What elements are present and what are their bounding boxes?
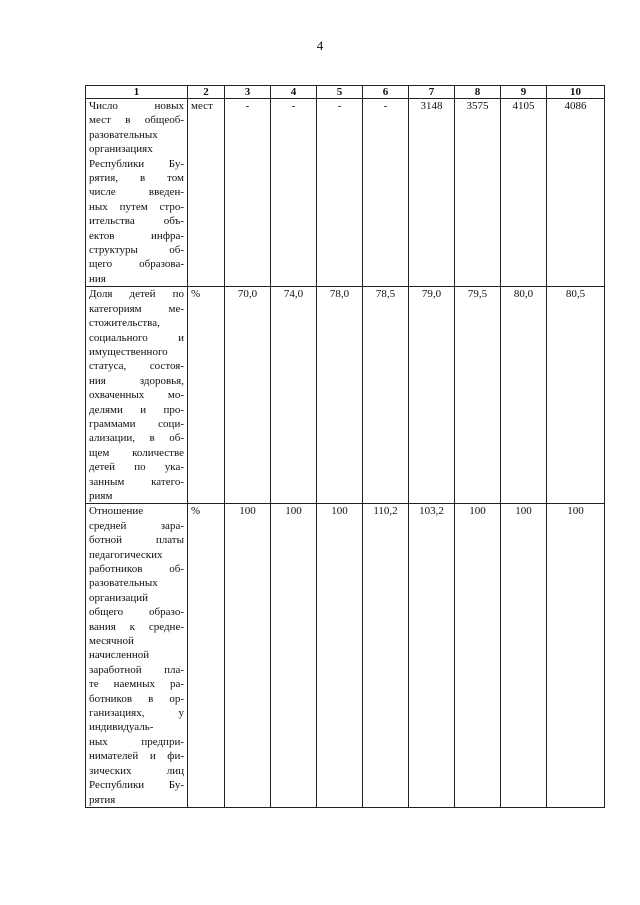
indicator-name-line: разовательных xyxy=(89,577,158,590)
indicator-name-line: Отношение xyxy=(89,505,144,518)
indicator-name-line: работников об- xyxy=(89,563,184,575)
indicator-name-line: ных предпри- xyxy=(89,735,184,748)
indicator-name-line: детей по ука- xyxy=(89,461,184,474)
indicator-name-line: занным катего- xyxy=(89,475,184,488)
indicator-name-line: делями и про- xyxy=(89,403,184,416)
indicator-name-line: статуса, состоя- xyxy=(89,360,184,373)
value-cell: 78,0 xyxy=(317,287,363,504)
value-cell: 100 xyxy=(547,504,605,808)
value-cell: 79,0 xyxy=(409,287,455,504)
indicator-name-line: заработной пла- xyxy=(89,663,184,676)
column-header: 6 xyxy=(363,86,409,99)
value-cell: 78,5 xyxy=(363,287,409,504)
column-header: 9 xyxy=(501,86,547,99)
page-number: 4 xyxy=(316,38,324,53)
indicator-name-line: рятия xyxy=(89,793,116,806)
column-header: 7 xyxy=(409,86,455,99)
value-cell: - xyxy=(225,99,271,287)
indicator-name-line: стожительства, xyxy=(89,317,160,330)
column-header: 1 xyxy=(86,86,188,99)
value-cell: 110,2 xyxy=(363,504,409,808)
value-cell: 100 xyxy=(271,504,317,808)
indicator-name-cell xyxy=(86,287,188,504)
indicator-name-line: ния xyxy=(89,272,106,285)
indicator-name-line: граммами соци- xyxy=(89,417,184,430)
column-header: 2 xyxy=(188,86,225,99)
column-header: 10 xyxy=(547,86,605,99)
indicator-name-line: мест в общеоб- xyxy=(89,114,184,127)
indicator-name-line: Число новых xyxy=(89,100,184,112)
column-header: 4 xyxy=(271,86,317,99)
value-cell: 79,5 xyxy=(455,287,501,504)
column-header: 3 xyxy=(225,86,271,99)
indicator-name-line: риям xyxy=(89,489,113,502)
unit-cell: % xyxy=(188,504,225,808)
value-cell: - xyxy=(363,99,409,287)
value-cell: 3575 xyxy=(455,99,501,287)
indicator-name-line: индивидуаль- xyxy=(89,721,154,734)
table-row xyxy=(86,287,605,504)
value-cell: 4105 xyxy=(501,99,547,287)
indicator-name-line: ных путем стро- xyxy=(89,200,184,213)
indicators-table xyxy=(85,85,605,808)
indicator-name-line: социального и xyxy=(89,331,184,344)
column-header: 8 xyxy=(455,86,501,99)
indicator-name-line: Республики Бу- xyxy=(89,157,184,170)
indicator-name-line: ботников в ор- xyxy=(89,692,184,705)
indicator-name-line: Доля детей по xyxy=(89,288,184,301)
indicator-name-line: начисленной xyxy=(89,649,150,662)
unit-cell: % xyxy=(188,287,225,504)
value-cell: 4086 xyxy=(547,99,605,287)
table-row xyxy=(86,99,605,287)
indicator-name-line: организациях xyxy=(89,143,153,156)
value-cell: 74,0 xyxy=(271,287,317,504)
indicator-name-line: месячной xyxy=(89,635,134,648)
indicator-name-cell xyxy=(86,99,188,287)
indicator-name-line: организаций xyxy=(89,591,149,604)
value-cell: - xyxy=(317,99,363,287)
indicator-name-line: разовательных xyxy=(89,128,158,141)
indicator-name-line: общего образо- xyxy=(89,606,184,619)
indicator-name-line: рятия, в том xyxy=(89,172,184,185)
indicator-name-line: педагогических xyxy=(89,548,163,561)
table-row xyxy=(86,504,605,808)
indicator-name-line: зических лиц xyxy=(89,764,184,777)
indicator-name-line: те наемных ра- xyxy=(89,678,184,691)
value-cell: 100 xyxy=(317,504,363,808)
indicator-name-line: структуры об- xyxy=(89,244,184,257)
indicator-name-line: охваченных мо- xyxy=(89,389,184,402)
unit-cell: мест xyxy=(188,99,225,287)
indicator-name-line: нимателей и фи- xyxy=(89,750,184,763)
indicator-name-line: вания к средне- xyxy=(89,620,184,633)
value-cell: 103,2 xyxy=(409,504,455,808)
header-row xyxy=(86,86,605,99)
indicator-name-line: ектов инфра- xyxy=(89,229,184,242)
value-cell: - xyxy=(271,99,317,287)
indicator-name-line: средней зара- xyxy=(89,519,184,532)
indicator-name-line: категориям ме- xyxy=(89,302,184,315)
indicator-name-line: ния здоровья, xyxy=(89,374,184,387)
indicator-name-line: имущественного xyxy=(89,345,168,358)
indicator-name-line: щем количестве xyxy=(89,446,184,459)
value-cell: 100 xyxy=(225,504,271,808)
column-header: 5 xyxy=(317,86,363,99)
indicator-name-cell xyxy=(86,504,188,808)
table-body xyxy=(86,99,605,808)
indicator-name-line: щего образова- xyxy=(89,258,184,271)
indicator-name-line: ализации, в об- xyxy=(89,432,184,445)
value-cell: 70,0 xyxy=(225,287,271,504)
indicator-name-line: Республики Бу- xyxy=(89,779,184,792)
indicator-name-line: ботной платы xyxy=(89,534,184,547)
value-cell: 100 xyxy=(455,504,501,808)
indicator-name-line: ительства объ- xyxy=(89,215,184,228)
value-cell: 3148 xyxy=(409,99,455,287)
value-cell: 100 xyxy=(501,504,547,808)
value-cell: 80,0 xyxy=(501,287,547,504)
indicator-name-line: ганизациях, у xyxy=(89,707,184,720)
value-cell: 80,5 xyxy=(547,287,605,504)
indicator-name-line: числе введен- xyxy=(89,186,184,199)
